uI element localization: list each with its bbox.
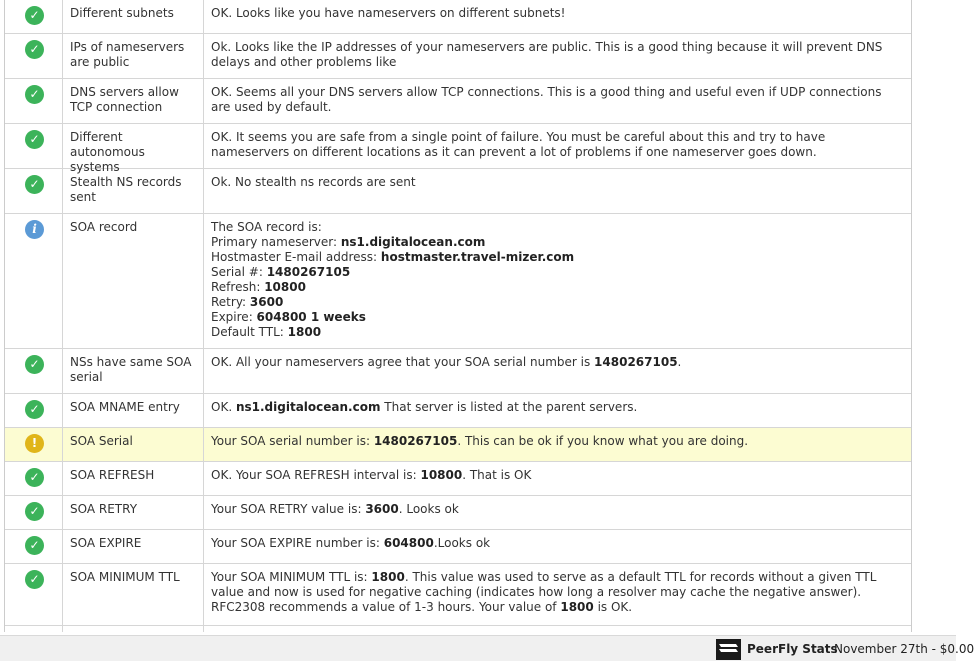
check-name: DNS servers allow TCP connection	[63, 79, 204, 123]
table-row	[5, 626, 911, 632]
soa-line: The SOA record is:	[211, 220, 322, 234]
check-circle-icon: ✓	[25, 570, 44, 589]
extension-stats: November 27th - $0.00	[834, 642, 974, 656]
check-name: Different subnets	[63, 0, 204, 33]
status-cell	[5, 34, 63, 78]
table-row	[5, 214, 911, 349]
check-circle-icon: ✓	[25, 175, 44, 194]
value-emphasis: 1480267105	[373, 434, 458, 448]
soa-line: Primary nameserver: ns1.digitalocean.com	[211, 235, 486, 249]
value-emphasis: 604800 1 weeks	[256, 310, 366, 324]
check-name: Stealth NS records sent	[63, 169, 204, 213]
check-name: SOA Serial	[63, 428, 204, 461]
status-cell	[5, 214, 63, 348]
table-row	[5, 394, 911, 428]
table-cell	[63, 626, 204, 632]
soa-line: Default TTL: 1800	[211, 325, 322, 339]
status-cell	[5, 349, 63, 393]
check-result: OK. ns1.digitalocean.com That server is listed at the parent servers.	[211, 400, 638, 414]
check-result: Ok. No stealth ns records are sent	[211, 175, 416, 189]
check-name: SOA MNAME entry	[63, 394, 204, 427]
status-cell	[5, 79, 63, 123]
status-cell	[5, 394, 63, 427]
table-cell	[204, 626, 911, 632]
check-circle-icon: ✓	[25, 130, 44, 149]
table-row	[5, 79, 911, 124]
value-emphasis: 10800	[420, 468, 463, 482]
value-emphasis: 1480267105	[266, 265, 351, 279]
check-name: SOA record	[63, 214, 204, 348]
check-name: SOA EXPIRE	[63, 530, 204, 563]
value-emphasis: ns1.digitalocean.com	[340, 235, 486, 249]
status-cell	[5, 462, 63, 495]
value-emphasis: 1800	[371, 570, 405, 584]
value-emphasis: 3600	[365, 502, 399, 516]
check-circle-icon: ✓	[25, 536, 44, 555]
check-circle-icon: ✓	[25, 400, 44, 419]
info-circle-icon: i	[25, 220, 44, 239]
check-result: OK. It seems you are safe from a single point of failure. You must be careful about this and try to have nameservers on different locations as it can prevent a lot of problems if one nameserver goes down.	[211, 130, 826, 159]
table-row	[5, 34, 911, 79]
check-circle-icon: ✓	[25, 6, 44, 25]
warning-circle-icon: !	[25, 434, 44, 453]
check-result: Your SOA serial number is: 1480267105. This can be ok if you know what you are doing.	[211, 434, 749, 448]
status-cell	[5, 124, 63, 168]
value-emphasis: 604800	[383, 536, 434, 550]
check-name: IPs of nameservers are public	[63, 34, 204, 78]
check-result: OK. Seems all your DNS servers allow TCP connections. This is a good thing and useful even if UDP connections are used by default.	[211, 85, 882, 114]
value-emphasis: 10800	[264, 280, 306, 294]
table-row	[5, 564, 911, 626]
soa-line: Retry: 3600	[211, 295, 284, 309]
check-name: SOA REFRESH	[63, 462, 204, 495]
check-name: NSs have same SOA serial	[63, 349, 204, 393]
value-emphasis: 1480267105	[594, 355, 678, 369]
check-result: Your SOA EXPIRE number is: 604800.Looks ok	[211, 536, 491, 550]
soa-line: Expire: 604800 1 weeks	[211, 310, 366, 324]
table-cell	[5, 626, 63, 632]
value-emphasis: 1800	[560, 600, 594, 614]
status-cell	[5, 0, 63, 33]
status-cell	[5, 496, 63, 529]
check-circle-icon: ✓	[25, 468, 44, 487]
soa-line: Refresh: 10800	[211, 280, 306, 294]
status-cell	[5, 564, 63, 625]
value-emphasis: hostmaster.travel-mizer.com	[380, 250, 575, 264]
check-circle-icon: ✓	[25, 502, 44, 521]
status-bar	[0, 635, 974, 661]
check-result: OK. All your nameservers agree that your SOA serial number is 1480267105.	[211, 355, 682, 369]
soa-line: Serial #: 1480267105	[211, 265, 351, 279]
table-row	[5, 496, 911, 530]
table-row	[5, 124, 911, 174]
check-circle-icon: ✓	[25, 355, 44, 374]
dns-report-table	[4, 0, 912, 632]
table-row	[5, 462, 911, 496]
table-row	[5, 0, 911, 34]
check-result: Your SOA RETRY value is: 3600. Looks ok	[211, 502, 459, 516]
check-name: SOA MINIMUM TTL	[63, 564, 204, 625]
value-emphasis: 1800	[287, 325, 322, 339]
check-circle-icon: ✓	[25, 40, 44, 59]
check-result: OK. Looks like you have nameservers on different subnets!	[211, 6, 566, 20]
check-result: Your SOA MINIMUM TTL is: 1800. This value was used to serve as a default TTL for records without a given TTL value and now is used for negative caching (indicates how long a resolver may cache the negative answer). RFC2308 recommends a value of 1-3 hours. Your value of 1800 is OK.	[211, 570, 877, 614]
status-cell	[5, 530, 63, 563]
check-result: Ok. Looks like the IP addresses of your nameservers are public. This is a good thing because it will prevent DNS delays and other problems like	[211, 40, 883, 69]
status-cell	[5, 428, 63, 461]
check-name: SOA RETRY	[63, 496, 204, 529]
check-circle-icon: ✓	[25, 85, 44, 104]
table-row	[5, 169, 911, 214]
check-result: OK. Your SOA REFRESH interval is: 10800. That is OK	[211, 468, 532, 482]
table-row	[5, 349, 911, 394]
table-row	[5, 428, 911, 462]
soa-line: Hostmaster E-mail address: hostmaster.travel-mizer.com	[211, 250, 575, 264]
peerfly-logo-icon[interactable]	[716, 639, 741, 660]
check-result	[204, 214, 911, 348]
value-emphasis: ns1.digitalocean.com	[235, 400, 381, 414]
extension-name[interactable]: PeerFly Stats	[747, 642, 838, 656]
check-name: Different autonomous systems	[63, 124, 204, 168]
status-cell	[5, 169, 63, 213]
table-row	[5, 530, 911, 564]
value-emphasis: 3600	[249, 295, 284, 309]
